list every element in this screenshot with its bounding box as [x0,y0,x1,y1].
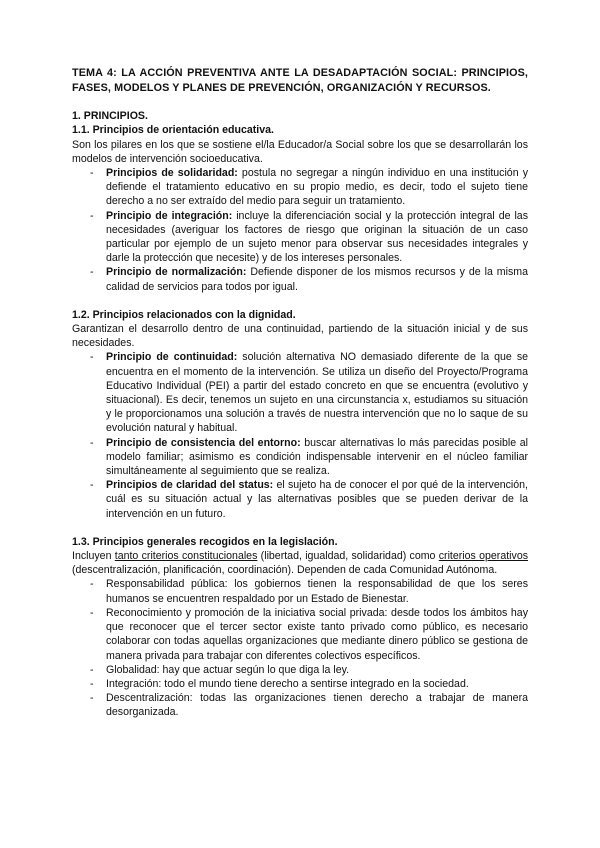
list-item [72,166,528,209]
list-1-1 [72,166,528,294]
list-item-text: el sujeto ha de conocer el por qué de la intervención, cuál es su situación actual y las alternativas posibles que se pueden derivar de la intervención en un futuro. [106,479,528,520]
document-title: TEMA 4: LA ACCIÓN PREVENTIVA ANTE LA DESADAPTACIÓN SOCIAL: PRINCIPIOS, FASES, MODELOS Y PLANES DE PREVENCIÓN, ORGANIZACIÓN Y RECURSOS. [72,67,528,94]
section-heading-principios: 1. PRINCIPIOS. [72,110,148,123]
intro-text: (libertad, igualdad, solidaridad) como [257,550,439,563]
list-item-term: Principio de consistencia del entorno: [106,436,301,449]
list-1-3 [72,577,528,719]
subsection-heading-1-2: 1.2. Principios relacionados con la dignidad. [72,308,296,321]
list-item [72,677,528,691]
list-item-text: solución alternativa NO demasiado diferente de la que se encuentra en el momento de la intervención. Se utiliza un diseño del Proyecto/Programa Educativo Individual (PEI) a partir del estado concreto en que se encuentra (evolutivo y situacional). Es decir, tenemos un sujeto en una circunstancia x, estudiamos su situación y le proporcionamos una solución a través de nuestra intervención que no lo saque de su evolución natural y habitual. [106,351,529,435]
dash-bullet: - [90,663,94,676]
dash-bullet: - [90,578,94,591]
list-item [72,577,528,605]
list-1-2 [72,350,528,520]
list-item [72,350,528,435]
list-item [72,606,528,663]
list-item-text: Reconocimiento y promoción de la iniciativa social privada: desde todos los ámbitos hay que reconocer que el tercer sector existe tanto privado como público, es necesario colaborar con todas aquellas organizaciones que mediante dinero público se gestiona de manera privada para trabajar con diferentes colectivos específicos. [106,606,528,662]
list-item-term: Principio de normalización: [106,266,247,279]
list-item-text: Globalidad: hay que actuar según lo que diga la ley. [106,663,350,676]
list-item-text: Defiende disponer de los mismos recursos y de la misma calidad de servicios para todos por igual. [106,266,528,293]
list-item-term: Principios de claridad del status: [106,479,274,492]
dash-bullet: - [90,436,94,449]
dash-bullet: - [90,479,94,492]
dash-bullet: - [90,692,94,705]
list-item [72,265,528,293]
list-item-term: Principio de integración: [106,209,233,222]
dash-bullet: - [90,209,94,222]
dash-bullet: - [90,351,94,364]
list-item [72,209,528,266]
list-item-text: Descentralización: todas las organizaciones tienen derecho a trabajar de manera desorganizada. [106,692,528,719]
list-item [72,691,528,719]
underlined-text: criterios operativos [438,550,529,563]
list-item-term: Principio de continuidad: [106,351,238,364]
list-item-text: incluye la diferenciación social y la protección integral de las necesidades (averiguar los factores de riesgo que originan la situación de un caso particular por ejemplo de un sujeto menor para observar sus necesidades integrales y darle la protección que necesite) y de los intereses personales. [106,209,528,265]
dash-bullet: - [90,677,94,690]
list-item-term: Principios de solidaridad: [106,167,238,179]
dash-bullet: - [90,266,94,279]
dash-bullet: - [90,606,94,619]
paragraph-1-3-intro [72,549,528,577]
intro-text: Incluyen [72,550,115,563]
underlined-text: tanto criterios constitucionales [114,550,258,563]
list-item [72,436,528,479]
paragraph-1-1-intro: Son los pilares en los que se sostiene el/la Educador/a Social sobre los que se desarrollarán los modelos de intervención socioeducativa. [72,138,528,165]
subsection-heading-1-1: 1.1. Principios de orientación educativa. [72,124,274,137]
list-item [72,663,528,677]
list-item [72,478,528,521]
paragraph-1-2-intro: Garantizan el desarrollo dentro de una continuidad, partiendo de la situación inicial y de sus necesidades. [72,323,528,350]
list-item-text: postula no segregar a ningún individuo en una institución y defiende el tratamiento educativo en su propio medio, es decir, todo el sujeto tiene derecho a no ser extraído del medio para seguir un tratamiento. [106,167,528,208]
list-item-text: Integración: todo el mundo tiene derecho a sentirse integrado en la sociedad. [106,677,469,690]
list-item-text: buscar alternativas lo más parecidas posible al modelo familiar; asimismo es condición indispensable intervenir en el núcleo familiar simultáneamente al seguimiento que se realiza. [106,436,528,478]
list-item-text: Responsabilidad pública: los gobiernos tienen la responsabilidad de que los seres humanos se encuentren respaldado por un Estado de Bienestar. [106,578,528,605]
intro-text: (descentralización, planificación, coordinación). Dependen de cada Comunidad Autónoma. [72,564,498,577]
document-page [72,66,528,720]
subsection-heading-1-3: 1.3. Principios generales recogidos en la legislación. [72,535,338,548]
dash-bullet: - [90,167,94,179]
